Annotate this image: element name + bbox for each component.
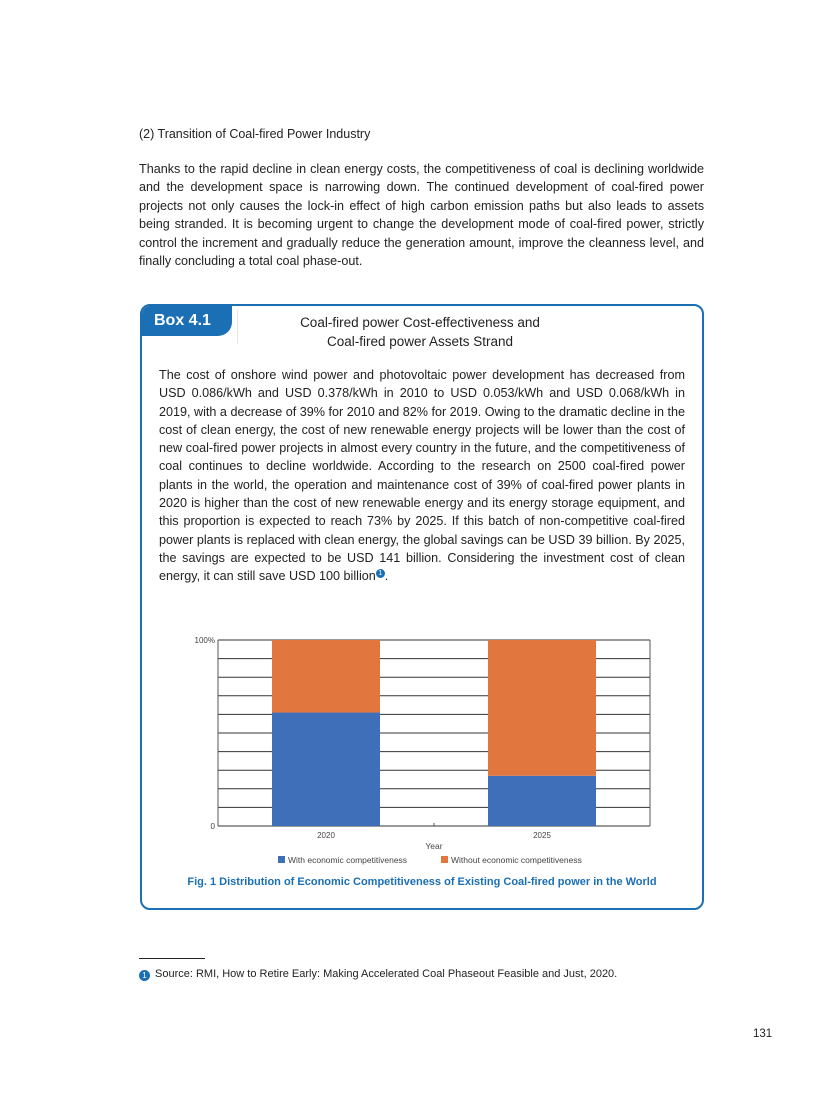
page-number: 131 <box>753 1028 773 1040</box>
box-body-text: The cost of onshore wind power and photovoltaic power development has decreased from USD 0.086/kWh and USD 0.378/kWh in 2010 to USD 0.053/kWh and USD 0.068/kWh in 2019, with a decrease of 39% for 2010 and 82% for 2019. Owing to the dramatic decline in the cost of clean energy, the cost of new renewable energy projects will be lower than the cost of new coal-fired power projects in almost every country in the future, and the competitiveness of coal continues to decline worldwide. According to the research on 2500 coal-fired power plants in the world, the operation and maintenance cost of 39% of coal-fired power plants in 2020 is higher than the cost of new renewable energy and its energy storage equipment, and this proportion is expected to reach 73% by 2025. If this batch of non-competitive coal-fired power plants is replaced with clean energy, the global savings can be USD 39 billion. By 2025, the savings are expected to be USD 141 billion. Considering the investment cost of clean energy, it can still save USD 100 billion <box>159 368 685 584</box>
footnote-divider <box>139 958 205 959</box>
y-tick-label: 100% <box>194 636 215 645</box>
footnote-number: 1 <box>139 970 150 981</box>
legend-label: Without economic competitiveness <box>451 855 582 865</box>
box-title-line2: Coal-fired power Assets Strand <box>326 334 514 349</box>
section-heading: (2) Transition of Coal-fired Power Industry <box>139 127 371 141</box>
box-title-line1: Coal-fired power Cost-effectiveness and <box>300 315 540 330</box>
box-body-end: . <box>384 569 389 584</box>
bar-without-economic-competitiveness <box>488 640 596 776</box>
legend-swatch <box>441 856 448 863</box>
x-axis-label: Year <box>425 841 443 851</box>
legend-label: With economic competitiveness <box>288 855 408 865</box>
x-tick-label: 2020 <box>317 831 335 840</box>
y-tick-label: 0 <box>210 822 215 831</box>
bar-without-economic-competitiveness <box>272 640 380 713</box>
bar-with-economic-competitiveness <box>272 713 380 826</box>
footnote-text: Source: RMI, How to Retire Early: Making Accelerated Coal Phaseout Feasible and Just, 2020. <box>155 968 618 980</box>
box-label: Box 4.1 <box>142 306 232 336</box>
footnote-marker[interactable]: 1 <box>376 569 385 578</box>
footnote <box>139 968 617 981</box>
bar-with-economic-competitiveness <box>488 776 596 826</box>
intro-paragraph: Thanks to the rapid decline in clean energy costs, the competitiveness of coal is declining worldwide and the development space is narrowing down. The continued development of coal-fired power projects not only causes the lock-in effect of high carbon emission paths but also leads to assets being stranded. It is becoming urgent to change the development mode of coal-fired power, strictly control the increment and gradually reduce the generation amount, improve the cleanness level, and finally concluding a total coal phase-out. <box>139 162 704 269</box>
figure-caption: Fig. 1 Distribution of Economic Competitiveness of Existing Coal-fired power in the World <box>187 876 657 888</box>
x-tick-label: 2025 <box>533 831 551 840</box>
legend-swatch <box>278 856 285 863</box>
